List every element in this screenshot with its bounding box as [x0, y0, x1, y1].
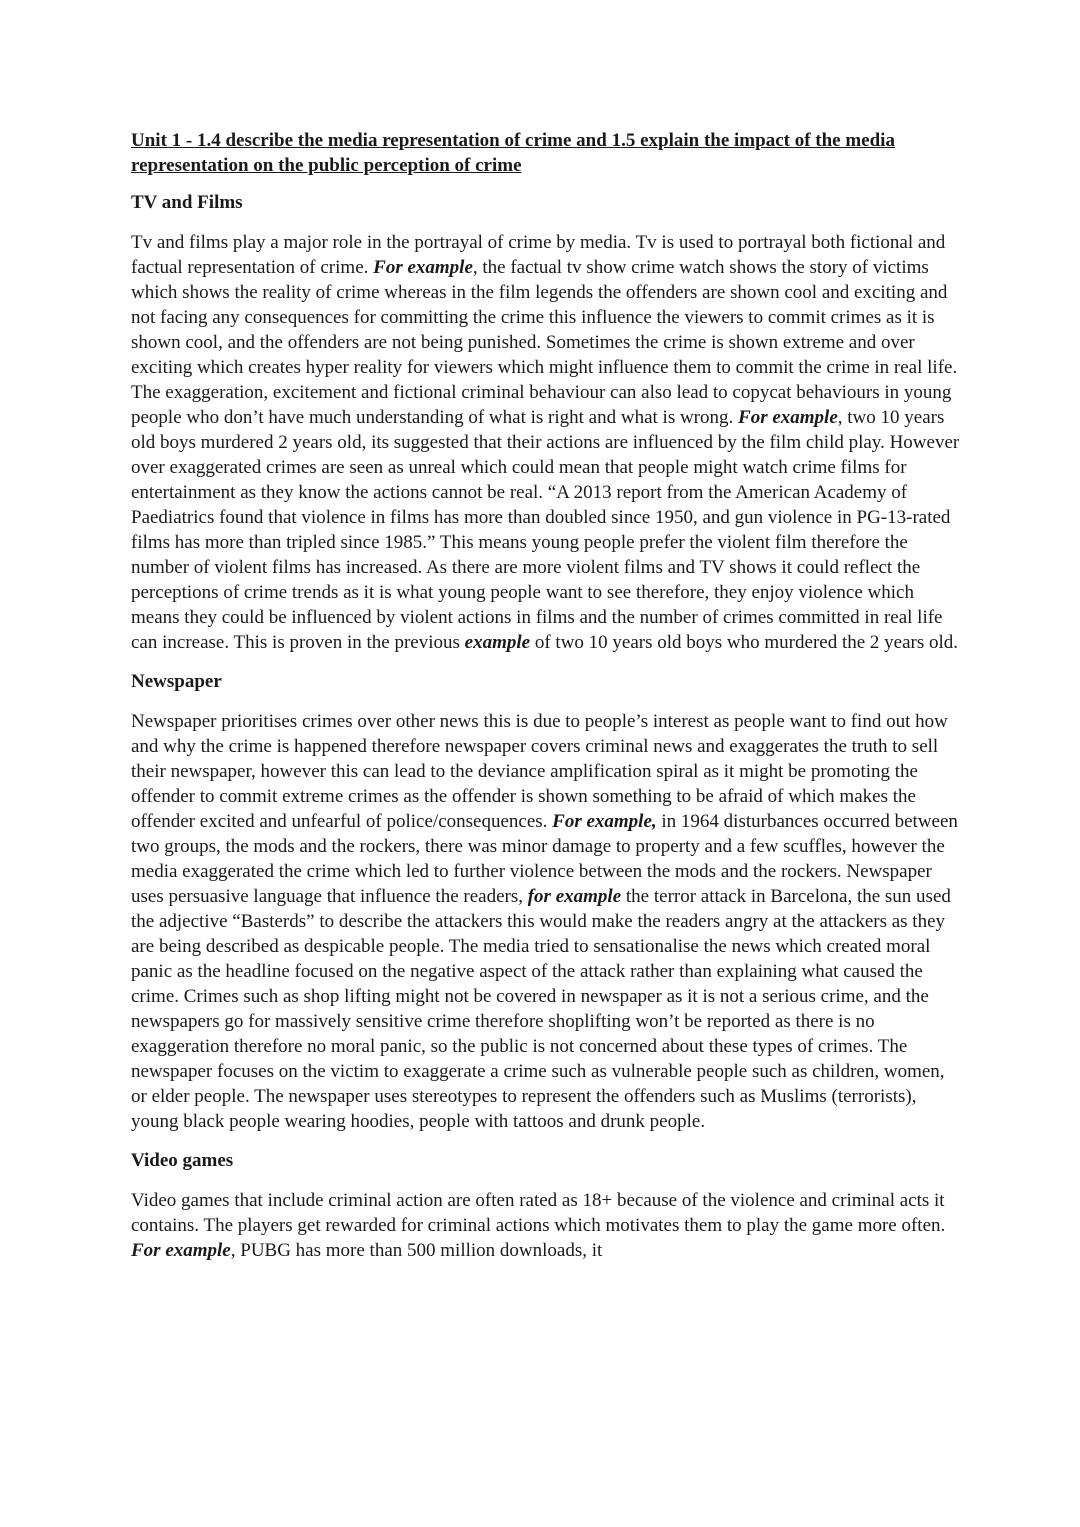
- document-title: Unit 1 - 1.4 describe the media representation of crime and 1.5 explain the impact of the media representation on the public perception of crime: [131, 130, 895, 176]
- paragraph-text: , PUBG has more than 500 million downloads, it: [230, 1240, 603, 1261]
- emphasis-phrase: For example,: [552, 811, 657, 832]
- section-video-games: [131, 1148, 961, 1263]
- paragraph-text: Tv and films play a major role in the portrayal of crime by media. Tv is used to portrayal both fictional and factual representation of crime.: [131, 232, 946, 278]
- emphasis-phrase: example: [464, 632, 531, 653]
- section-heading: TV and Films: [131, 192, 243, 213]
- emphasis-phrase: For example: [373, 257, 473, 278]
- section-paragraph: [131, 709, 961, 1134]
- paragraph-text: , two 10 years old boys murdered 2 years old, its suggested that their actions are influenced by the film child play. However over exaggerated crimes are seen as unreal which could mean that people might watch crime films for entertainment as they know the actions cannot be real. “A 2013 report from the American Academy of Paediatrics found that violence in films has more than doubled since 1950, and gun violence in PG-13-rated films has more than tripled since 1985.” This means young people prefer the violent film therefore the number of violent films has increased. As there are more violent films and TV shows it could reflect the perceptions of crime trends as it is what young people want to see therefore, they enjoy violence which means they could be influenced by violent actions in films and the number of crimes committed in real life can increase. This is proven in the previous: [131, 407, 960, 653]
- section-paragraph: [131, 1188, 961, 1263]
- paragraph-text: the terror attack in Barcelona, the sun used the adjective “Basterds” to describe the attackers this would make the readers angry at the attackers as they are being described as despicable people. The media tried to sensationalise the news which created moral panic as the headline focused on the negative aspect of the attack rather than explaining what caused the crime. Crimes such as shop lifting might not be covered in newspaper as it is not a serious crime, and the newspapers go for massively sensitive crime therefore shoplifting won’t be reported as there is no exaggeration therefore no moral panic, so the public is not concerned about these types of crimes. The newspaper focuses on the victim to exaggerate a crime such as vulnerable people such as children, women, or elder people. The newspaper uses stereotypes to represent the offenders such as Muslims (terrorists), young black people wearing hoodies, people with tattoos and drunk people.: [131, 886, 951, 1132]
- emphasis-phrase: For example: [738, 407, 838, 428]
- document-page: [131, 128, 961, 1277]
- paragraph-text: , the factual tv show crime watch shows the story of victims which shows the reality of crime whereas in the film legends the offenders are shown cool and exciting and not facing any consequences for committing the crime this influence the viewers to commit crimes as it is shown cool, and the offenders are not being punished. Sometimes the crime is shown extreme and over exciting which creates hyper reality for viewers which might influence them to commit the crime in real life. The exaggeration, excitement and fictional criminal behaviour can also lead to copycat behaviours in young people who don’t have much understanding of what is right and what is wrong.: [131, 257, 958, 428]
- section-heading: Video games: [131, 1150, 234, 1171]
- paragraph-text: of two 10 years old boys who murdered the 2 years old.: [530, 632, 959, 653]
- section-tv-and-films: [131, 190, 961, 655]
- paragraph-text: Newspaper prioritises crimes over other news this is due to people’s interest as people want to find out how and why the crime is happened therefore newspaper covers criminal news and exaggerates the truth to sell their newspaper, however this can lead to the deviance amplification spiral as it might be promoting the offender to commit extreme crimes as the offender is shown something to be afraid of which makes the offender excited and unfearful of police/consequences.: [131, 711, 948, 832]
- paragraph-text: in 1964 disturbances occurred between two groups, the mods and the rockers, there was minor damage to property and a few scuffles, however the media exaggerated the crime which led to further violence between the mods and the rockers. Newspaper uses persuasive language that influence the readers,: [131, 811, 958, 907]
- emphasis-phrase: For example: [131, 1240, 231, 1261]
- emphasis-phrase: for example: [527, 886, 622, 907]
- section-heading: Newspaper: [131, 671, 222, 692]
- paragraph-text: Video games that include criminal action are often rated as 18+ because of the violence and criminal acts it contains. The players get rewarded for criminal actions which motivates them to play the game more often.: [131, 1190, 946, 1236]
- section-paragraph: [131, 230, 961, 655]
- section-newspaper: [131, 669, 961, 1134]
